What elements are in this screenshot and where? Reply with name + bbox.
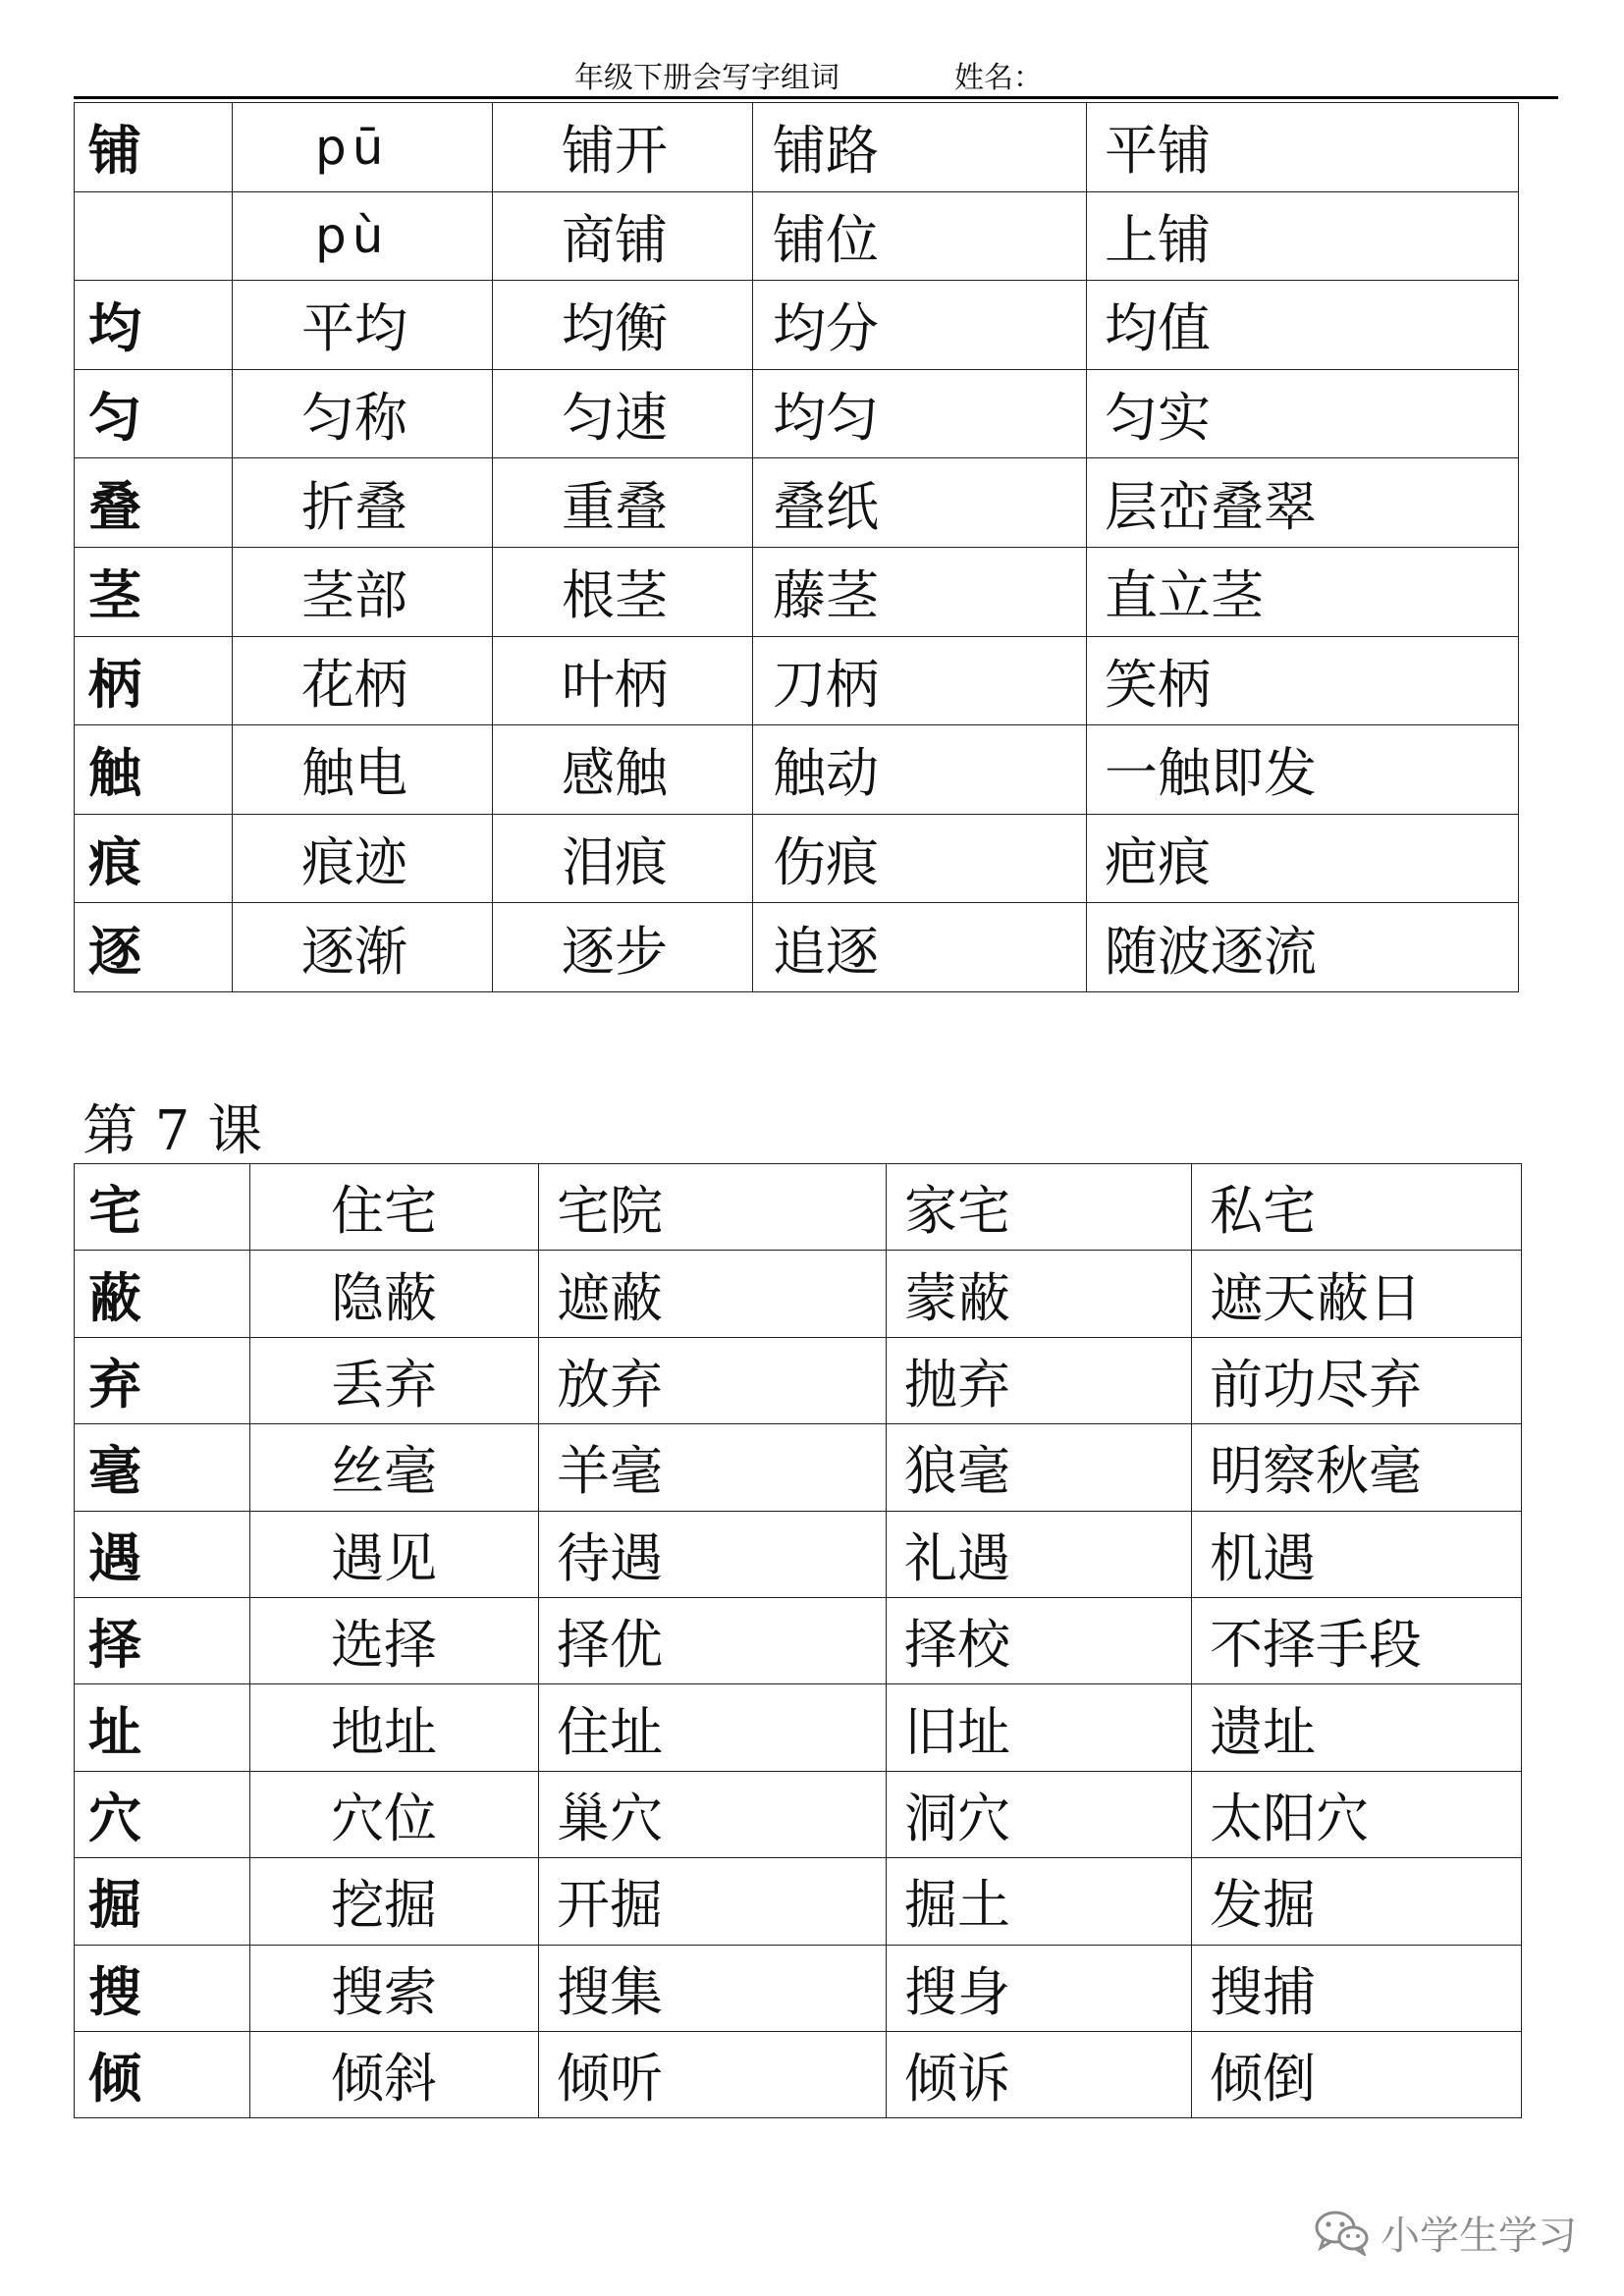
word-cell: 重叠 — [493, 458, 753, 548]
char-cell: 蔽 — [75, 1251, 250, 1337]
word-cell: 抛弃 — [887, 1337, 1192, 1423]
word-cell: 丢弃 — [250, 1337, 539, 1423]
table-row — [75, 1771, 1522, 1857]
word-cell: 搜集 — [539, 1945, 887, 2031]
lesson-heading: 第 7 课 — [82, 1099, 263, 1163]
word-cell: 一触即发 — [1087, 725, 1519, 815]
word-cell: 遇见 — [250, 1511, 539, 1597]
word-cell: 叠纸 — [753, 458, 1087, 548]
table-row — [75, 1945, 1522, 2031]
word-cell: 蒙蔽 — [887, 1251, 1192, 1337]
word-cell: 放弃 — [539, 1337, 887, 1423]
table-row — [75, 1858, 1522, 1945]
word-cell: 泪痕 — [493, 814, 753, 903]
word-cell: 丝毫 — [250, 1424, 539, 1511]
table-row — [75, 2031, 1522, 2117]
word-cell: 茎部 — [233, 547, 493, 636]
table-row — [75, 903, 1519, 992]
word-cell: 明察秋毫 — [1192, 1424, 1522, 1511]
char-cell: 址 — [75, 1684, 250, 1771]
word-cell: 倾诉 — [887, 2031, 1192, 2117]
char-cell: 倾 — [75, 2031, 250, 2117]
word-cell: 折叠 — [233, 458, 493, 548]
page-header — [0, 47, 1624, 94]
word-cell: 均匀 — [753, 369, 1087, 458]
table-row — [75, 1424, 1522, 1511]
word-cell: 倾听 — [539, 2031, 887, 2117]
table-row — [75, 369, 1519, 458]
word-cell: 搜身 — [887, 1945, 1192, 2031]
word-cell: 平铺 — [1087, 103, 1519, 192]
char-cell: 掘 — [75, 1858, 250, 1945]
word-cell: 商铺 — [493, 191, 753, 281]
word-cell: 机遇 — [1192, 1511, 1522, 1597]
word-cell: 住宅 — [250, 1164, 539, 1251]
char-cell: 匀 — [75, 369, 233, 458]
char-cell: 择 — [75, 1597, 250, 1683]
table-row — [75, 191, 1519, 281]
word-cell: 旧址 — [887, 1684, 1192, 1771]
table-row — [75, 1164, 1522, 1251]
char-cell: 痕 — [75, 814, 233, 903]
word-cell: 羊毫 — [539, 1424, 887, 1511]
word-cell: 笑柄 — [1087, 636, 1519, 725]
table-row — [75, 547, 1519, 636]
word-cell: 发掘 — [1192, 1858, 1522, 1945]
table-row — [75, 814, 1519, 903]
word-cell: 家宅 — [887, 1164, 1192, 1251]
word-cell: 倾斜 — [250, 2031, 539, 2117]
word-cell: 铺位 — [753, 191, 1087, 281]
char-cell: 逐 — [75, 903, 233, 992]
word-cell: 藤茎 — [753, 547, 1087, 636]
word-cell: 遮天蔽日 — [1192, 1251, 1522, 1337]
word-cell: 铺路 — [753, 103, 1087, 192]
account-watermark — [1314, 2203, 1577, 2262]
name-label: 姓名： — [954, 61, 1043, 95]
word-cell: 宅院 — [539, 1164, 887, 1251]
table-row — [75, 636, 1519, 725]
char-cell: 茎 — [75, 547, 233, 636]
char-cell: 搜 — [75, 1945, 250, 2031]
word-cell: 刀柄 — [753, 636, 1087, 725]
char-cell — [75, 191, 233, 281]
char-cell: 宅 — [75, 1164, 250, 1251]
word-cell: 叶柄 — [493, 636, 753, 725]
word-cell: 私宅 — [1192, 1164, 1522, 1251]
word-cell: 倾倒 — [1192, 2031, 1522, 2117]
word-cell: 逐步 — [493, 903, 753, 992]
worksheet-title: 年级下册会写字组词 — [574, 61, 839, 95]
header-divider — [74, 96, 1558, 99]
table-row — [75, 103, 1519, 192]
word-cell: 住址 — [539, 1684, 887, 1771]
char-cell: 均 — [75, 281, 233, 370]
char-cell: 遇 — [75, 1511, 250, 1597]
table-row — [75, 1511, 1522, 1597]
table-row — [75, 458, 1519, 548]
word-cell: 伤痕 — [753, 814, 1087, 903]
word-cell: 开掘 — [539, 1858, 887, 1945]
char-cell: 叠 — [75, 458, 233, 548]
table-row — [75, 1597, 1522, 1683]
word-cell: 匀速 — [493, 369, 753, 458]
table-row — [75, 1251, 1522, 1337]
word-cell: 平均 — [233, 281, 493, 370]
word-table-1 — [74, 102, 1519, 992]
word-cell: 触动 — [753, 725, 1087, 815]
word-cell: 选择 — [250, 1597, 539, 1683]
word-cell: 挖掘 — [250, 1858, 539, 1945]
word-cell: 掘土 — [887, 1858, 1192, 1945]
word-cell: 追逐 — [753, 903, 1087, 992]
watermark-text: 小学生学习 — [1380, 2213, 1577, 2259]
word-cell: 搜捕 — [1192, 1945, 1522, 2031]
word-cell: 均值 — [1087, 281, 1519, 370]
table-row — [75, 281, 1519, 370]
char-cell: 触 — [75, 725, 233, 815]
word-cell: 痕迹 — [233, 814, 493, 903]
word-cell: 层峦叠翠 — [1087, 458, 1519, 548]
word-cell: 上铺 — [1087, 191, 1519, 281]
word-cell: 太阳穴 — [1192, 1771, 1522, 1857]
word-cell: 穴位 — [250, 1771, 539, 1857]
table-row — [75, 1337, 1522, 1423]
char-cell: 铺 — [75, 103, 233, 192]
word-cell: 直立茎 — [1087, 547, 1519, 636]
char-cell: 穴 — [75, 1771, 250, 1857]
pinyin-cell: pù — [233, 191, 493, 281]
word-cell: 地址 — [250, 1684, 539, 1771]
word-cell: 不择手段 — [1192, 1597, 1522, 1683]
wechat-icon — [1314, 2209, 1371, 2256]
table-row — [75, 1684, 1522, 1771]
word-cell: 触电 — [233, 725, 493, 815]
word-cell: 根茎 — [493, 547, 753, 636]
word-cell: 前功尽弃 — [1192, 1337, 1522, 1423]
word-cell: 巢穴 — [539, 1771, 887, 1857]
word-cell: 礼遇 — [887, 1511, 1192, 1597]
word-cell: 待遇 — [539, 1511, 887, 1597]
word-cell: 感触 — [493, 725, 753, 815]
word-table-2 — [74, 1163, 1522, 2118]
pinyin-cell: pū — [233, 103, 493, 192]
word-cell: 随波逐流 — [1087, 903, 1519, 992]
word-cell: 择优 — [539, 1597, 887, 1683]
word-cell: 隐蔽 — [250, 1251, 539, 1337]
word-cell: 疤痕 — [1087, 814, 1519, 903]
word-cell: 洞穴 — [887, 1771, 1192, 1857]
char-cell: 柄 — [75, 636, 233, 725]
word-cell: 择校 — [887, 1597, 1192, 1683]
word-cell: 匀实 — [1087, 369, 1519, 458]
char-cell: 毫 — [75, 1424, 250, 1511]
word-cell: 遮蔽 — [539, 1251, 887, 1337]
word-cell: 均分 — [753, 281, 1087, 370]
word-cell: 狼毫 — [887, 1424, 1192, 1511]
word-cell: 花柄 — [233, 636, 493, 725]
word-cell: 匀称 — [233, 369, 493, 458]
word-cell: 铺开 — [493, 103, 753, 192]
word-cell: 逐渐 — [233, 903, 493, 992]
char-cell: 弃 — [75, 1337, 250, 1423]
word-cell: 搜索 — [250, 1945, 539, 2031]
word-cell: 均衡 — [493, 281, 753, 370]
word-cell: 遗址 — [1192, 1684, 1522, 1771]
table-row — [75, 725, 1519, 815]
